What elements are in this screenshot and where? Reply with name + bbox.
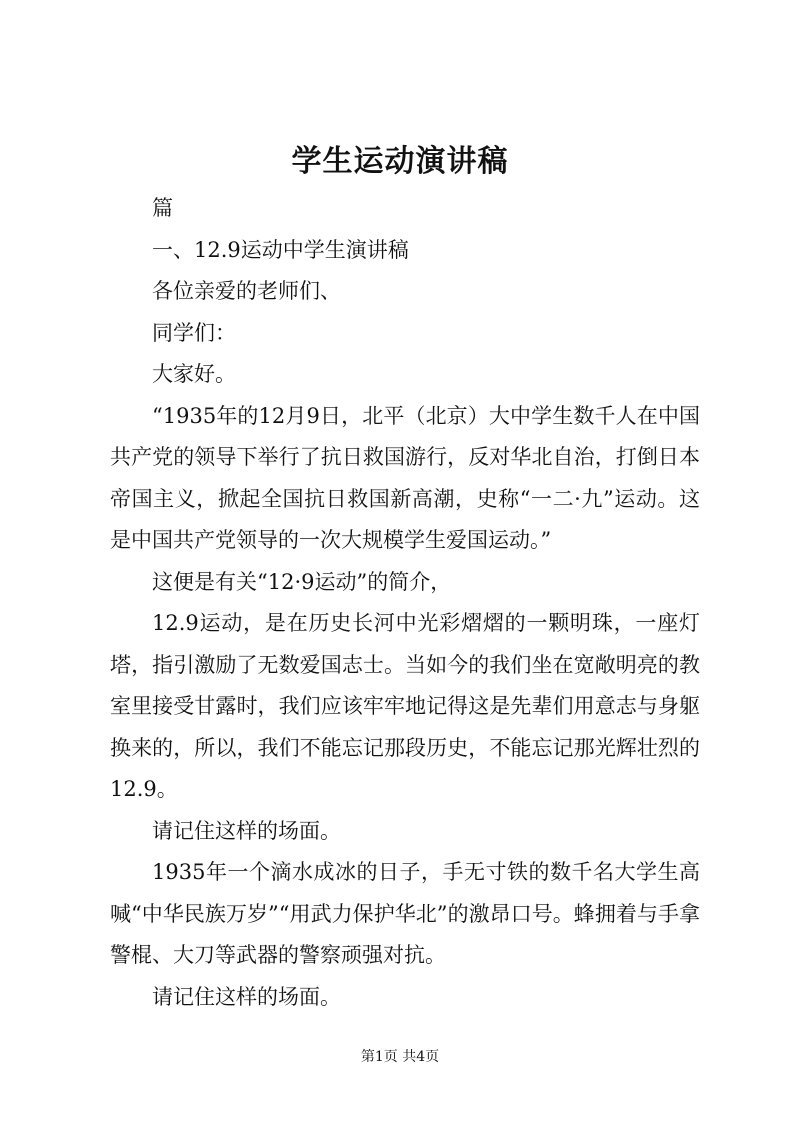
paragraph-heading: 一、12.9运动中学生演讲稿 — [152, 237, 409, 262]
paragraph-quote-1935: “1935年的12月9日，北平（北京）大中学生数千人在中国共产党的领导下举行了抗日救国游行，反对华北自治，打倒日本帝国主义，掀起全国抗日救国新高潮，史称“一二·九”运动。这是中国共产党领导的一次大规模学生爱国运动。” — [110, 403, 700, 552]
page-title: 学生运动演讲稿 — [291, 144, 509, 179]
paragraph-hello: 大家好。 — [152, 362, 236, 386]
paragraph-remember-2: 请记住这样的场面。 — [152, 984, 341, 1009]
paragraph-remember-1: 请记住这样的场面。 — [152, 818, 341, 843]
paragraph-pearl: 12.9运动，是在历史长河中光彩熠熠的一颗明珠，一座灯塔，指引激励了无数爱国志士。当如今的我们坐在宽敞明亮的教室里接受甘露时，我们应该牢牢地记得这是先辈们用意志与身躯换来的，所以，我们不能忘记那段历史，不能忘记那光辉壮烈的12.9。 — [110, 611, 700, 801]
document-body — [110, 188, 700, 1018]
page-footer: 第1页 共4页 — [360, 1049, 440, 1065]
paragraph-intro: 这便是有关“12·9运动”的简介， — [152, 569, 452, 594]
paragraph-greeting-students: 同学们： — [152, 320, 236, 345]
paragraph-greeting-teachers: 各位亲爱的老师们、 — [152, 279, 341, 303]
paragraph-scene-1935: 1935年一个滴水成冰的日子，手无寸铁的数千名大学生高喊“中华民族万岁”“用武力保护华北”的激昂口号。蜂拥着与手拿警棍、大刀等武器的警察顽强对抗。 — [110, 860, 700, 967]
paragraph-pian: 篇 — [152, 196, 173, 220]
